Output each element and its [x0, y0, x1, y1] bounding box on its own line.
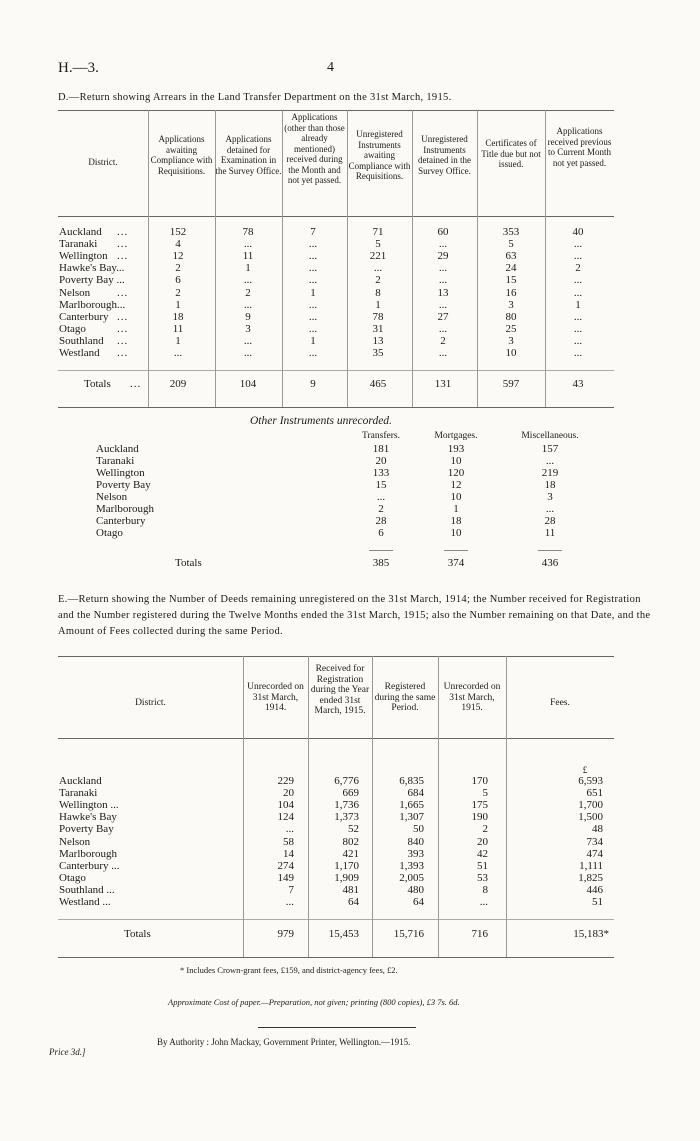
data-cell: ... [545, 455, 555, 467]
data-cell: 20 [283, 787, 294, 800]
data-cell: 1,665 [399, 799, 424, 812]
data-cell: 27 [437, 310, 449, 323]
district-name: Auckland [59, 775, 102, 787]
data-cell: 421 [342, 847, 359, 860]
data-cell: 60 [437, 226, 449, 238]
data-cell: ... [438, 274, 448, 287]
data-cell: 64 [348, 896, 359, 908]
table-row [0, 491, 700, 503]
data-cell: 16 [505, 286, 517, 299]
data-cell: ... [285, 896, 294, 908]
data-cell: ... [573, 274, 583, 287]
data-cell: 12 [450, 479, 462, 491]
data-cell: 11 [544, 527, 556, 539]
data-cell: 5 [482, 787, 488, 800]
district-name: Canterbury ... [59, 859, 120, 872]
district-name: Poverty Bay ... [59, 274, 125, 287]
data-cell: ... [573, 238, 583, 251]
data-cell: 9 [245, 310, 251, 323]
price-label: Price 3d.] [49, 1047, 86, 1057]
data-cell: ... [573, 334, 583, 347]
totals-rule [58, 370, 614, 371]
data-cell: ... [373, 262, 383, 275]
data-cell: 124 [277, 811, 294, 824]
data-cell: 25 [505, 322, 517, 335]
table-row [0, 860, 700, 872]
data-cell: 149 [277, 871, 294, 884]
data-cell: 152 [169, 226, 187, 238]
totals-row [0, 378, 700, 390]
district-name: Hawke's Bay [59, 811, 117, 824]
data-cell: ... [573, 250, 583, 263]
data-cell: 5 [375, 238, 381, 251]
data-cell: ... [479, 896, 488, 908]
data-cell: 1,307 [399, 811, 424, 824]
table-row [0, 323, 700, 335]
data-cell: ... [438, 347, 448, 359]
data-cell: 13 [437, 286, 449, 299]
data-cell: ... [243, 238, 253, 251]
data-cell: 684 [407, 787, 424, 800]
table-row [0, 848, 700, 860]
data-cell: 18 [544, 479, 556, 491]
data-cell: 481 [342, 883, 359, 896]
data-cell: 5 [508, 238, 514, 251]
column-header: Unrecorded on 31st March, 1914. [247, 682, 304, 713]
data-cell: 20 [477, 835, 488, 848]
totals-label: Totals [84, 378, 111, 390]
table-row [0, 787, 700, 799]
sum-rule [538, 550, 562, 551]
data-cell: ... [573, 286, 583, 299]
data-cell: 190 [471, 811, 488, 824]
data-cell: ... [308, 298, 318, 311]
data-cell: 2,005 [399, 871, 424, 884]
data-cell: 170 [471, 775, 488, 787]
leader-dots: ... [117, 226, 129, 238]
district-name: Southland ... [59, 883, 115, 896]
document-code: H.—3. [58, 60, 99, 76]
table-row [0, 299, 700, 311]
district-name: Wellington ... [59, 799, 119, 812]
data-cell: 48 [592, 823, 603, 836]
table-row [0, 503, 700, 515]
data-cell: 1 [175, 334, 181, 347]
data-cell: ... [308, 238, 318, 251]
leader-dots: ... [130, 378, 142, 390]
header-rule [58, 738, 614, 739]
data-cell: 669 [342, 787, 359, 800]
table-row [0, 311, 700, 323]
data-cell: 2 [175, 262, 181, 275]
data-cell: 35 [372, 347, 384, 359]
data-cell: 18 [172, 310, 184, 323]
totals-cell: 131 [434, 378, 452, 390]
data-cell: 6,835 [399, 775, 424, 787]
table-row [0, 226, 700, 238]
table-row [0, 287, 700, 299]
data-cell: 78 [242, 226, 254, 238]
column-header: Applications (other than those already mentioned) received during the Month and not yet passed. [284, 112, 345, 185]
data-cell: 446 [586, 883, 603, 896]
column-header: Fees. [550, 698, 570, 708]
data-cell: 58 [283, 835, 294, 848]
column-header: Certificates of Title due but not issued. [481, 138, 541, 169]
data-cell: 6,593 [578, 775, 603, 787]
data-cell: 393 [407, 847, 424, 860]
data-cell: 42 [477, 847, 488, 860]
header-rule [58, 216, 614, 217]
top-rule [58, 110, 614, 111]
data-cell: 28 [375, 515, 387, 527]
table-row [0, 799, 700, 811]
table-row [0, 455, 700, 467]
data-cell: 1,700 [578, 799, 603, 812]
district-name: Wellington [96, 467, 145, 479]
totals-cell: 209 [169, 378, 187, 390]
district-name: Westland [59, 347, 100, 359]
data-cell: ... [573, 347, 583, 359]
leader-dots: ... [117, 250, 129, 263]
district-name: Otago [59, 871, 86, 884]
data-cell: ... [243, 274, 253, 287]
data-cell: ... [243, 347, 253, 359]
data-cell: 3 [245, 322, 251, 335]
data-cell: 15 [375, 479, 387, 491]
totals-cell: 716 [471, 928, 488, 940]
district-name: Auckland [96, 443, 139, 455]
data-cell: 133 [372, 467, 390, 479]
district-name: Westland ... [59, 896, 111, 908]
data-cell: 2 [575, 262, 581, 275]
column-header: Applications detained for Examination in the Survey Office. [215, 134, 282, 176]
data-cell: ... [308, 322, 318, 335]
data-cell: 274 [277, 859, 294, 872]
data-cell: ... [438, 298, 448, 311]
table-row [0, 238, 700, 250]
data-cell: 104 [277, 799, 294, 812]
data-cell: 1,909 [334, 871, 359, 884]
data-cell: 14 [283, 847, 294, 860]
data-cell: 12 [172, 250, 184, 263]
table-row [0, 479, 700, 491]
data-cell: 474 [586, 847, 603, 860]
data-cell: 1,736 [334, 799, 359, 812]
district-name: Poverty Bay [59, 823, 114, 836]
column-header: Unrecorded on 31st March, 1915. [443, 682, 501, 713]
data-cell: 4 [175, 238, 181, 251]
section-d-title: D.—Return showing Arrears in the Land Transfer Department on the 31st March, 1915. [58, 92, 452, 103]
totals-cell: 15,716 [393, 928, 424, 940]
data-cell: 28 [544, 515, 556, 527]
data-cell: 40 [572, 226, 584, 238]
totals-row [0, 928, 700, 940]
totals-cell: 43 [572, 378, 584, 390]
district-name: Nelson [59, 835, 91, 848]
district-name: Southland [59, 334, 104, 347]
column-header: Miscellaneous. [521, 431, 579, 441]
data-cell: 1,170 [334, 859, 359, 872]
data-cell: 1 [175, 298, 181, 311]
data-cell: ... [173, 347, 183, 359]
sum-rule [369, 550, 393, 551]
table-row [0, 515, 700, 527]
data-cell: 1 [453, 503, 459, 515]
data-cell: 157 [541, 443, 559, 455]
data-cell: 78 [372, 310, 384, 323]
data-cell: 3 [547, 491, 553, 503]
data-cell: 8 [375, 286, 381, 299]
section-e-title: E.—Return showing the Number of Deeds remaining unregistered on the 31st March, 1914; the Number received for Registration and the Number registered during the Twelve Months ended the 31st March, 1915; also the Number remaining on that Date, and the Amount of Fees collected during the same Period. [58, 594, 651, 637]
data-cell: 1 [310, 334, 316, 347]
data-cell: 52 [348, 823, 359, 836]
data-cell: 221 [369, 250, 387, 263]
data-cell: 7 [310, 226, 316, 238]
footer-rule [258, 1027, 416, 1028]
data-cell: 6,776 [334, 775, 359, 787]
data-cell: ... [438, 262, 448, 275]
data-cell: 229 [277, 775, 294, 787]
totals-label: Totals [175, 557, 202, 569]
leader-dots: ... [117, 286, 129, 299]
data-cell: 1 [575, 298, 581, 311]
data-cell: 1 [245, 262, 251, 275]
column-header: Received for Registration during the Year ended 31st March, 1915. [310, 664, 370, 716]
data-cell: 10 [450, 455, 462, 467]
data-cell: 6 [175, 274, 181, 287]
data-cell: 193 [447, 443, 465, 455]
fees-footnote: * Includes Crown-grant fees, £159, and district-agency fees, £2. [180, 965, 398, 975]
district-name: Taranaki [59, 238, 98, 251]
data-cell: 3 [508, 298, 514, 311]
district-name: Taranaki [96, 455, 135, 467]
data-cell: 51 [592, 896, 603, 908]
table-row [0, 872, 700, 884]
data-cell: 181 [372, 443, 390, 455]
totals-cell: 436 [541, 557, 559, 569]
district-name: Marlborough [59, 847, 118, 860]
page-number: 4 [327, 60, 334, 75]
data-cell: ... [285, 823, 294, 836]
column-header: Unregistered Instruments detained in the Survey Office. [418, 134, 471, 176]
data-cell: 11 [172, 322, 184, 335]
data-cell: ... [545, 503, 555, 515]
data-cell: 18 [450, 515, 462, 527]
table-row [0, 884, 700, 896]
table-row [0, 527, 700, 539]
data-cell: 1,373 [334, 811, 359, 824]
district-name: Canterbury [96, 515, 146, 527]
table-row [0, 836, 700, 848]
data-cell: 13 [372, 334, 384, 347]
leader-dots: ... [117, 347, 129, 359]
data-cell: 64 [413, 896, 424, 908]
district-name: Nelson [59, 286, 91, 299]
data-cell: 840 [407, 835, 424, 848]
data-cell: ... [243, 298, 253, 311]
data-cell: 2 [375, 274, 381, 287]
data-cell: 50 [413, 823, 424, 836]
data-cell: 51 [477, 859, 488, 872]
column-header: Transfers. [362, 431, 400, 441]
district-name: Otago [96, 527, 123, 539]
totals-row [0, 557, 700, 569]
data-cell: 63 [505, 250, 517, 263]
leader-dots: ... [117, 238, 129, 251]
table-row [0, 262, 700, 274]
data-cell: 7 [288, 883, 294, 896]
table-row [0, 250, 700, 262]
totals-cell: 15,453 [328, 928, 359, 940]
column-header: Mortgages. [434, 431, 478, 441]
data-cell: 353 [502, 226, 520, 238]
totals-cell: 979 [277, 928, 294, 940]
data-cell: 651 [586, 787, 603, 800]
district-name: Marlborough... [59, 298, 126, 311]
data-cell: 2 [440, 334, 446, 347]
data-cell: 29 [437, 250, 449, 263]
data-cell: ... [376, 491, 386, 503]
data-cell: 2 [175, 286, 181, 299]
data-cell: ... [243, 334, 253, 347]
table-row [0, 335, 700, 347]
data-cell: 53 [477, 871, 488, 884]
column-header: Applications awaiting Compliance with Requisitions. [150, 134, 213, 176]
column-header: Registered during the same Period. [374, 682, 436, 713]
data-cell: 1 [310, 286, 316, 299]
bottom-rule [58, 407, 614, 408]
district-name: Otago [59, 322, 86, 335]
data-cell: 1,393 [399, 859, 424, 872]
district-name: Auckland [59, 226, 102, 238]
bottom-rule [58, 957, 614, 958]
totals-cell: 104 [239, 378, 257, 390]
data-cell: 2 [378, 503, 384, 515]
data-cell: ... [573, 310, 583, 323]
data-cell: 1 [375, 298, 381, 311]
table-row [0, 896, 700, 908]
table-row [0, 823, 700, 835]
data-cell: ... [438, 322, 448, 335]
data-cell: 2 [482, 823, 488, 836]
district-name: Hawke's Bay... [59, 262, 125, 275]
cost-of-paper: Approximate Cost of paper.—Preparation, not given; printing (800 copies), £3 7s. 6d. [168, 997, 460, 1007]
other-instruments-title: Other Instruments unrecorded. [250, 415, 392, 427]
data-cell: ... [308, 250, 318, 263]
data-cell: 10 [505, 347, 517, 359]
data-cell: 802 [342, 835, 359, 848]
data-cell: 80 [505, 310, 517, 323]
data-cell: ... [438, 238, 448, 251]
data-cell: 8 [482, 883, 488, 896]
data-cell: ... [308, 274, 318, 287]
table-row [0, 811, 700, 823]
totals-cell: 385 [372, 557, 390, 569]
data-cell: 24 [505, 262, 517, 275]
data-cell: 3 [508, 334, 514, 347]
data-cell: 10 [450, 491, 462, 503]
data-cell: 1,500 [578, 811, 603, 824]
district-name: Poverty Bay [96, 479, 151, 491]
data-cell: 15 [505, 274, 517, 287]
sum-rule [444, 550, 468, 551]
top-rule [58, 656, 614, 657]
data-cell: 175 [471, 799, 488, 812]
column-header: Unregistered Instruments awaiting Compliance with Requisitions. [348, 129, 411, 181]
district-name: Wellington [59, 250, 108, 263]
data-cell: 480 [407, 883, 424, 896]
leader-dots: ... [117, 334, 129, 347]
data-cell: ... [308, 347, 318, 359]
data-cell: 11 [242, 250, 254, 263]
column-header: Applications received previous to Current Month not yet passed. [547, 126, 612, 168]
totals-rule [58, 919, 614, 920]
totals-cell: 597 [502, 378, 520, 390]
district-name: Marlborough [96, 503, 155, 515]
data-cell: ... [308, 310, 318, 323]
totals-cell: 9 [310, 378, 316, 390]
table-row [0, 274, 700, 286]
totals-cell: 15,183* [573, 928, 609, 940]
totals-label: Totals [124, 928, 151, 940]
table-row [0, 347, 700, 359]
data-cell: 31 [372, 322, 384, 335]
data-cell: ... [573, 322, 583, 335]
table-row [0, 443, 700, 455]
data-cell: 20 [375, 455, 387, 467]
data-cell: 219 [541, 467, 559, 479]
data-cell: 1,111 [579, 859, 603, 872]
table-row [0, 775, 700, 787]
district-name: Nelson [96, 491, 128, 503]
data-cell: 1,825 [578, 871, 603, 884]
currency-symbol: £ [582, 765, 588, 775]
data-cell: 6 [378, 527, 384, 539]
data-cell: 734 [586, 835, 603, 848]
totals-cell: 465 [369, 378, 387, 390]
data-cell: ... [308, 262, 318, 275]
data-cell: 120 [447, 467, 465, 479]
authority-line: By Authority : John Mackay, Government Printer, Wellington.—1915. [157, 1037, 411, 1047]
leader-dots: ... [117, 310, 129, 323]
totals-cell: 374 [447, 557, 465, 569]
data-cell: 71 [372, 226, 384, 238]
data-cell: 2 [245, 286, 251, 299]
leader-dots: ... [117, 322, 129, 335]
district-header: District. [135, 698, 166, 708]
district-header: District. [88, 157, 118, 167]
district-name: Taranaki [59, 787, 98, 800]
district-name: Canterbury [59, 310, 109, 323]
table-row [0, 467, 700, 479]
data-cell: 10 [450, 527, 462, 539]
